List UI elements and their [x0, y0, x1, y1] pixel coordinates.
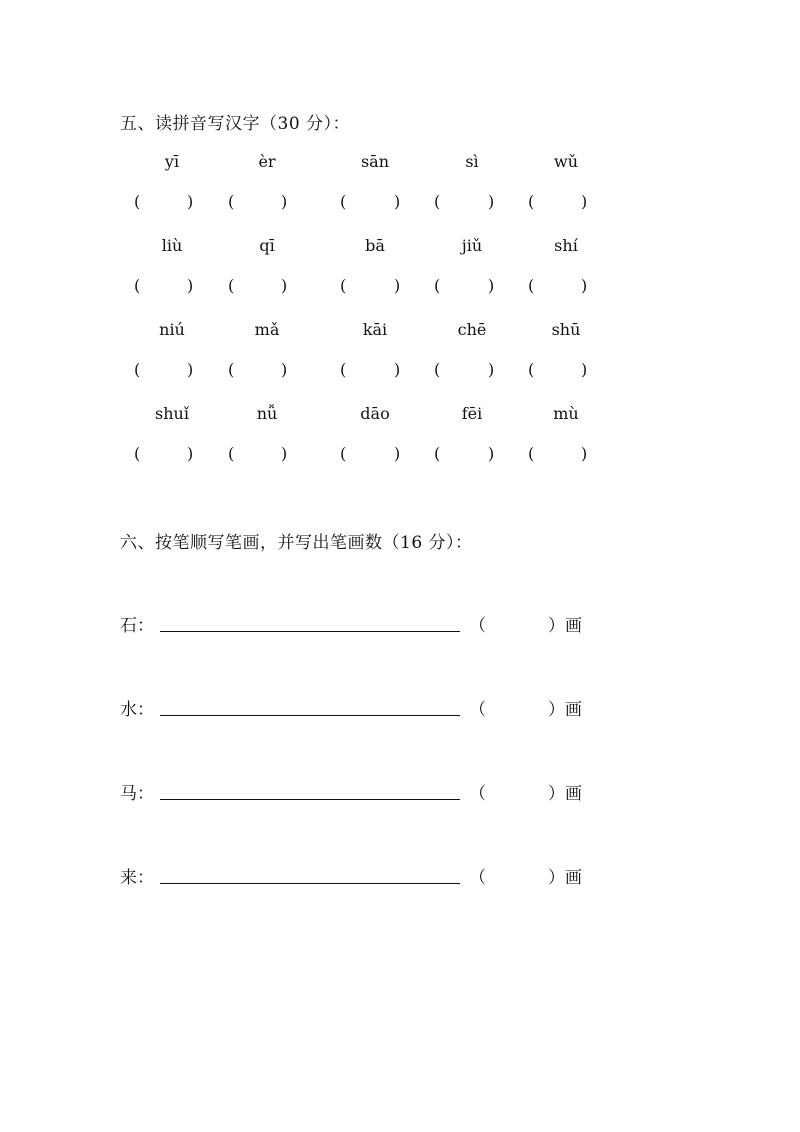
answer-paren-open: ( — [228, 192, 235, 211]
answer-paren-close: ) — [581, 360, 588, 379]
section5-heading: 五、读拼音写汉字（30 分）： — [120, 114, 351, 134]
answer-paren-close: ) — [394, 192, 401, 211]
character-text: 水 — [120, 700, 137, 720]
answer-paren-close: ) — [281, 360, 288, 379]
stroke-count-paren-close: ）画 — [548, 868, 582, 888]
answer-paren-close: ) — [281, 192, 288, 211]
answer-paren-open: ( — [528, 192, 535, 211]
pinyin-label: sì — [465, 152, 479, 171]
stroke-count-paren-open: （ — [469, 616, 486, 636]
answer-paren-open: ( — [340, 192, 347, 211]
pinyin-label: chē — [457, 320, 487, 339]
answer-paren-close: ) — [394, 360, 401, 379]
colon: ： — [137, 868, 154, 888]
pinyin-label: fēi — [461, 404, 483, 423]
answer-paren-close: ) — [187, 192, 194, 211]
answer-paren-open: ( — [528, 276, 535, 295]
answer-paren-close: ) — [581, 192, 588, 211]
character-text: 石 — [120, 616, 137, 636]
pinyin-label: bā — [365, 236, 385, 255]
answer-paren-close: ) — [281, 444, 288, 463]
stroke-count-paren-close: ）画 — [548, 616, 582, 636]
answer-paren-close: ) — [488, 444, 495, 463]
stroke-answer-line[interactable] — [160, 799, 460, 800]
pinyin-label: wǔ — [554, 152, 578, 171]
answer-paren-open: ( — [134, 360, 141, 379]
answer-paren-close: ) — [187, 360, 194, 379]
answer-paren-close: ) — [187, 444, 194, 463]
pinyin-label: sān — [360, 152, 390, 171]
pinyin-label: liù — [161, 236, 183, 255]
pinyin-label: qī — [259, 236, 275, 255]
answer-paren-close: ) — [581, 444, 588, 463]
stroke-answer-line[interactable] — [160, 631, 460, 632]
colon: ： — [137, 700, 154, 720]
character-text: 马 — [120, 784, 137, 804]
answer-paren-close: ) — [488, 360, 495, 379]
pinyin-label: niú — [159, 320, 185, 339]
stroke-count-paren-open: （ — [469, 868, 486, 888]
stroke-count-paren-close: ）画 — [548, 784, 582, 804]
answer-paren-open: ( — [340, 444, 347, 463]
target-character — [120, 611, 154, 636]
answer-paren-open: ( — [434, 192, 441, 211]
colon: ： — [137, 616, 154, 636]
answer-paren-open: ( — [134, 444, 141, 463]
target-character — [120, 779, 154, 804]
pinyin-label: shuǐ — [155, 404, 189, 423]
stroke-exercise-row — [120, 695, 600, 723]
section6-heading: 六、按笔顺写笔画，并写出笔画数（16 分）： — [120, 533, 473, 553]
answer-paren-open: ( — [528, 444, 535, 463]
answer-paren-open: ( — [340, 276, 347, 295]
answer-paren-close: ) — [281, 276, 288, 295]
answer-paren-close: ) — [394, 276, 401, 295]
stroke-count-paren-open: （ — [469, 784, 486, 804]
pinyin-label: shū — [551, 320, 581, 339]
answer-paren-close: ) — [488, 276, 495, 295]
pinyin-label: jiǔ — [461, 236, 483, 255]
character-text: 来 — [120, 868, 137, 888]
stroke-exercise-row — [120, 863, 600, 891]
stroke-count-paren-open: （ — [469, 700, 486, 720]
stroke-count-paren-close: ）画 — [548, 700, 582, 720]
answer-paren-open: ( — [434, 444, 441, 463]
answer-paren-open: ( — [228, 276, 235, 295]
answer-paren-close: ) — [488, 192, 495, 211]
answer-paren-open: ( — [134, 276, 141, 295]
answer-paren-open: ( — [528, 360, 535, 379]
pinyin-label: dāo — [360, 404, 390, 423]
answer-paren-open: ( — [228, 360, 235, 379]
answer-paren-close: ) — [187, 276, 194, 295]
stroke-exercise-row — [120, 779, 600, 807]
pinyin-label: yī — [164, 152, 180, 171]
answer-paren-open: ( — [340, 360, 347, 379]
stroke-answer-line[interactable] — [160, 715, 460, 716]
pinyin-label: èr — [258, 152, 276, 171]
stroke-answer-line[interactable] — [160, 883, 460, 884]
answer-paren-open: ( — [434, 360, 441, 379]
pinyin-label: mù — [553, 404, 579, 423]
stroke-exercise-row — [120, 611, 600, 639]
target-character — [120, 695, 154, 720]
answer-paren-open: ( — [134, 192, 141, 211]
colon: ： — [137, 784, 154, 804]
answer-paren-close: ) — [394, 444, 401, 463]
pinyin-label: nǚ — [256, 404, 278, 423]
pinyin-label: kāi — [362, 320, 388, 339]
answer-paren-open: ( — [434, 276, 441, 295]
pinyin-label: shí — [554, 236, 578, 255]
answer-paren-close: ) — [581, 276, 588, 295]
target-character — [120, 863, 154, 888]
answer-paren-open: ( — [228, 444, 235, 463]
pinyin-label: mǎ — [254, 320, 280, 339]
